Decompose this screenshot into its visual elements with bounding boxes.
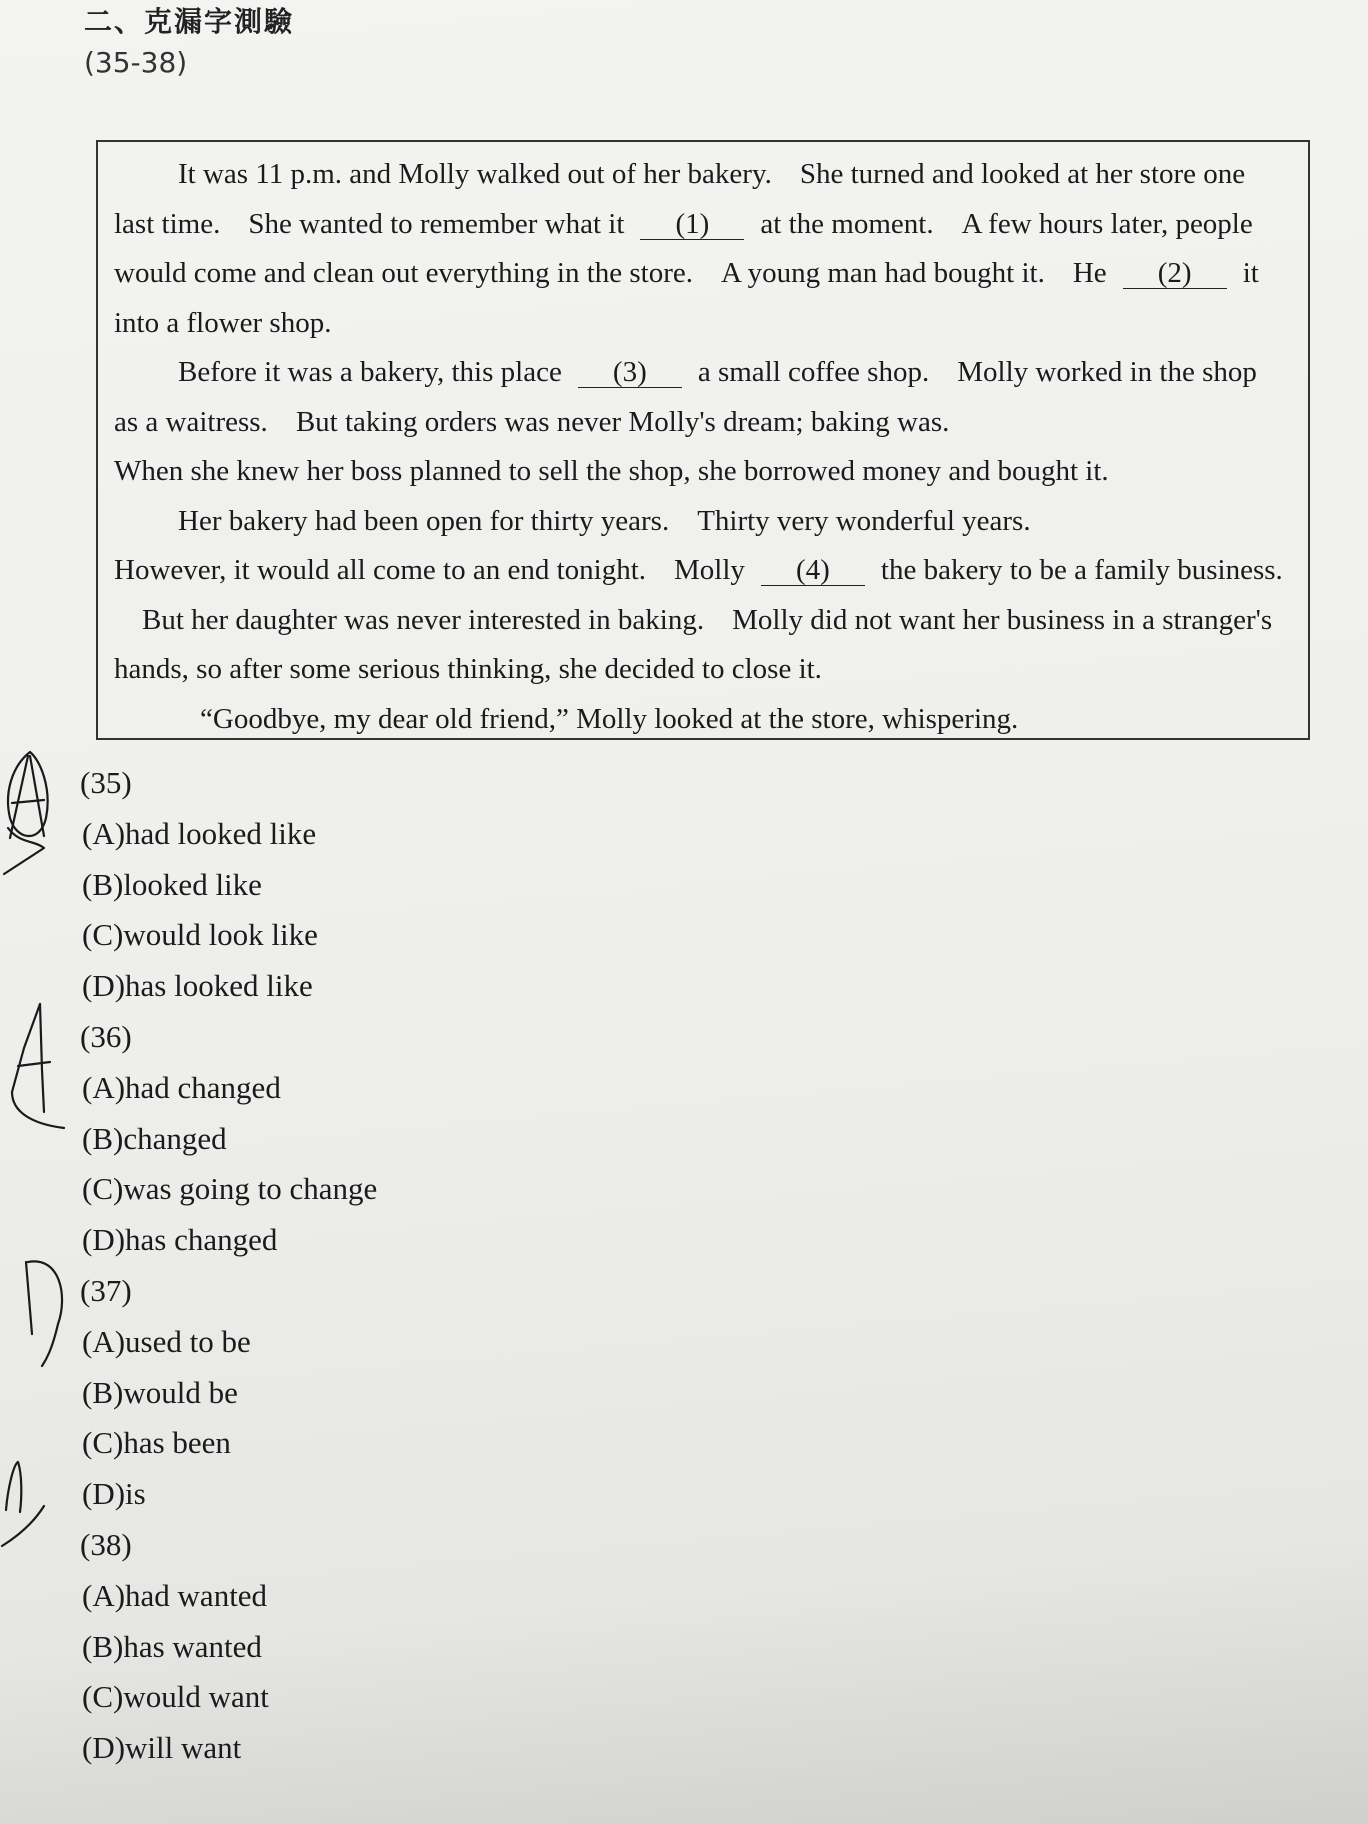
option-a: (A)had looked like [82,815,317,851]
sentence: It was 11 p.m. and Molly walked out of her bakery. [178,158,772,190]
sentence: a small coffee shop. [697,356,930,388]
sentence: He [1072,257,1107,289]
option-b: (B)looked like [82,866,262,902]
sentence: A young man had bought it. [721,257,1045,289]
sentence: the bakery to be a family business. [880,554,1283,586]
sentence: But her daughter was never interested in baking. [142,603,705,636]
option-a: (A)used to be [82,1323,251,1359]
option-b: (B)would be [82,1374,238,1410]
option-d: (D)has looked like [82,968,313,1004]
blank-1: (1) [640,209,744,240]
sentence: “Goodbye, my dear old friend,” Molly looked at the store, whispering. [200,702,1019,735]
question-35 [80,758,377,1012]
sentence: She wanted to remember what it [248,207,625,240]
blank-2: (2) [1123,258,1227,289]
question-37 [80,1266,377,1520]
cloze-passage [96,140,1310,740]
handwritten-mark-37 [20,1254,70,1370]
blank-3: (3) [578,357,682,388]
option-c: (C)would look like [82,917,318,953]
question-range: (35-38) [84,46,188,79]
question-36 [80,1012,377,1266]
option-c: (C)has been [82,1425,231,1461]
section-title: 二、克漏字測驗 [84,5,295,38]
sentence: When she knew her boss planned to sell the shop, she borrowed money and bought it. [114,455,1109,487]
handwritten-mark-36 [4,1000,74,1134]
option-a: (A)had changed [82,1069,281,1105]
paragraph-3 [114,497,1286,695]
question-number: (38) [80,1526,132,1562]
handwritten-mark-38 [0,1456,50,1556]
sentence: it into a flower shop. [114,257,1259,339]
option-d: (D)has changed [82,1222,278,1258]
option-c: (C)was going to change [82,1171,378,1207]
sentence: at the moment. [760,207,934,240]
question-38 [80,1520,377,1774]
question-number: (37) [80,1272,132,1308]
sentence: Thirty very wonderful years. [697,504,1031,537]
paragraph-1 [114,150,1286,348]
sentence: Molly did not want her business in a stranger's hands, so after some serious thinking, she decided to close it. [114,603,1273,685]
sentence: Molly [674,554,745,586]
handwritten-mark-35 [0,748,60,878]
question-number: (35) [80,765,132,800]
sentence: Molly worked in the shop as a waitress. [114,356,1257,438]
option-d: (D)will want [82,1730,242,1766]
blank-4: (4) [761,555,865,586]
sentence: But taking orders was never Molly's dream; baking was. [295,405,950,438]
question-number: (36) [80,1018,132,1054]
sentence: Her bakery had been open for thirty years. [178,504,670,537]
option-c: (C)would want [82,1679,269,1715]
sentence: A few hours later, people would come and clean out everything in the store. [114,207,1253,289]
option-b: (B)has wanted [82,1628,262,1664]
sentence: Before it was a bakery, this place [178,356,562,388]
paragraph-4 [114,695,1286,745]
question-list [80,758,377,1774]
paragraph-2 [114,348,1286,497]
sentence: However, it would all come to an end tonight. [114,554,646,586]
option-a: (A)had wanted [82,1577,268,1613]
sentence: She turned and looked at her store one last time. [114,158,1246,240]
option-b: (B)changed [82,1120,227,1156]
option-d: (D)is [82,1476,146,1512]
